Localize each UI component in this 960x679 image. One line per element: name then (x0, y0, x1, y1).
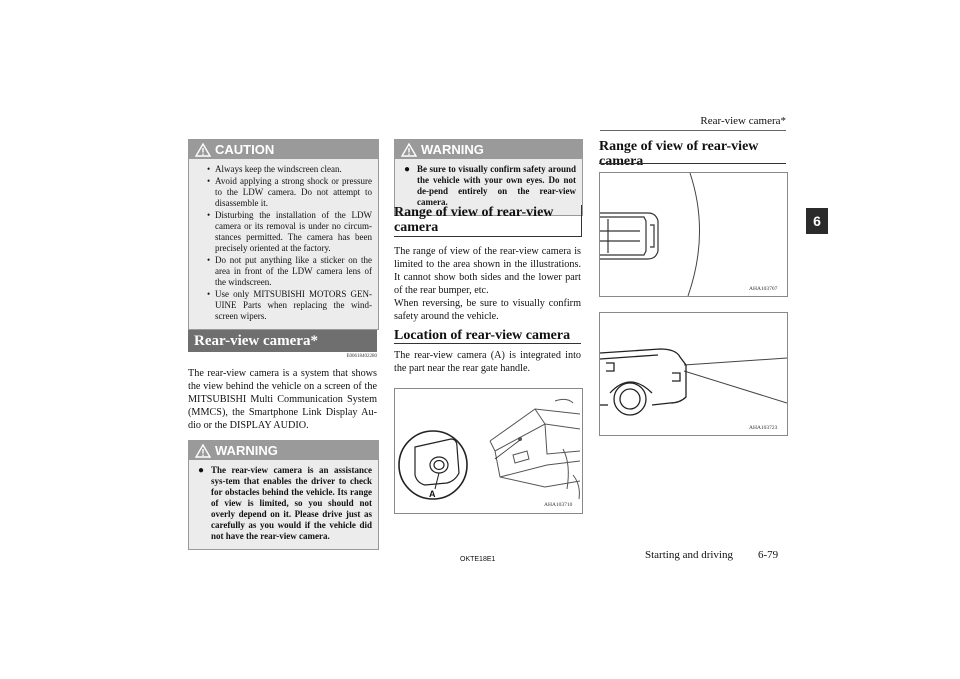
caution-box (188, 139, 379, 330)
page-number: 6-79 (758, 549, 779, 561)
section-title-bar (188, 330, 377, 352)
bullet-icon: • (207, 210, 211, 220)
warning-header (189, 441, 378, 460)
intro-paragraph: The rear-view camera is a system that shows the view behind the vehicle on a screen of the MITSUBISHI Multi Communication System (MMCS), the Smartphone Link Display Au-dio or the DISPLAY AUDIO. (188, 368, 377, 431)
range-right-heading-rule (599, 163, 786, 164)
caution-heading: CAUTION (215, 142, 275, 157)
warning-box-left (188, 440, 379, 550)
figure-caption: AHA103707 (749, 286, 778, 292)
figure-caption: AHA103723 (749, 425, 778, 431)
bullet-icon: • (207, 289, 211, 299)
chapter-tab[interactable]: 6 (806, 208, 828, 234)
list-item: ● Be sure to visually confirm safety around the vehicle with your own eyes. Do not de-pend entirely on the rear-view camera. (404, 164, 576, 207)
list-item: • Do not put anything like a sticker on the area in front of the LDW camera lens of the windscreen. (207, 255, 372, 287)
warning-triangle-icon (195, 143, 211, 157)
caution-body (189, 159, 378, 329)
caution-header (189, 140, 378, 159)
section-code: E00618402280 (346, 354, 377, 359)
location-paragraph: The rear-view camera (A) is integrated into the part near the rear gate handle. (394, 350, 581, 374)
caution-list (195, 164, 372, 322)
range-heading-mid: Range of view of rear-view camera (394, 205, 554, 235)
list-item: • Use only MITSUBISHI MOTORS GEN-UINE Parts when replacing the wind-screen wipers. (207, 289, 372, 321)
list-item: • Disturbing the installation of the LDW camera or its removal is under no circum-stances permitted. The camera has been precisely oriented at the factory. (207, 210, 372, 253)
bullet-icon: • (207, 255, 211, 265)
range-paragraph: The range of view of the rear-view camera is limited to the area shown in the illustrations. It cannot show both sides and the lower part of the rear bumper, etc. When reversing, be sure to visually confirm safety around the vehicle. (394, 246, 581, 322)
range-heading-vrule (581, 205, 582, 237)
bullet-icon: ● (198, 465, 205, 476)
camera-location-figure (394, 388, 583, 514)
range-top-view-figure (599, 172, 788, 297)
location-heading-rule (394, 343, 581, 344)
warning-triangle-icon (195, 444, 211, 458)
range-heading-rule (394, 236, 581, 237)
range-heading-right: Range of view of rear-view camera (599, 139, 759, 169)
warning-list (401, 164, 576, 208)
bullet-icon: • (207, 164, 211, 174)
list-item: ● The rear-view camera is an assistance sys-tem that enables the driver to check for obstacles behind the vehicle. Its range of view is limited, so you should not overly depend on it. Please drive just as carefully as you would if the vehicle did not have the rear-view camera. (198, 465, 372, 541)
warning-triangle-icon (401, 143, 417, 157)
bullet-icon: ● (404, 164, 411, 175)
figure-callout-a: A (429, 489, 436, 499)
footer-section: Starting and driving (645, 549, 733, 561)
camera-location-illustration (395, 389, 582, 513)
figure-caption: AHA103710 (544, 502, 573, 508)
range-side-view-figure (599, 312, 788, 436)
warning-list (195, 465, 372, 542)
list-item: • Avoid applying a strong shock or pressure to the LDW camera. Do not attempt to disassemble it. (207, 176, 372, 208)
list-item: • Always keep the windscreen clean. (207, 164, 342, 174)
warning-header (395, 140, 582, 159)
bullet-icon: • (207, 176, 211, 186)
range-side-view-illustration (600, 313, 787, 435)
warning-heading: WARNING (421, 142, 484, 157)
warning-body (189, 460, 378, 549)
footer-code: OKTE18E1 (460, 556, 496, 563)
location-heading: Location of rear-view camera (394, 328, 571, 343)
warning-heading: WARNING (215, 443, 278, 458)
running-header: Rear-view camera* (700, 115, 786, 127)
range-top-view-illustration (600, 173, 787, 296)
header-rule (600, 130, 786, 131)
section-title: Rear-view camera* (194, 332, 318, 349)
